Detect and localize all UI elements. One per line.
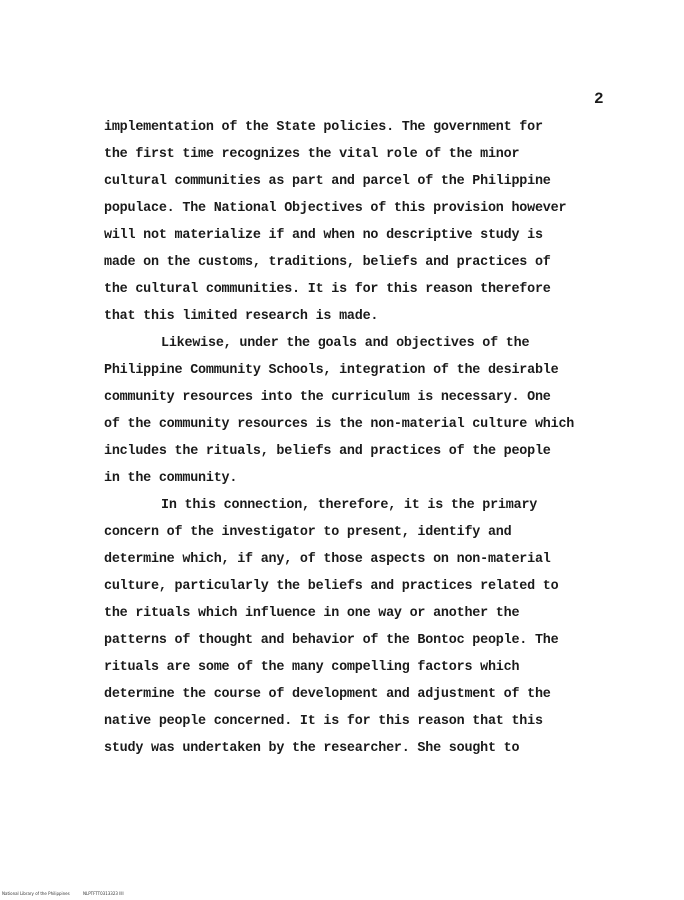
text-line: study was undertaken by the researcher. She sought to (104, 741, 520, 756)
scan-footer (2, 891, 124, 896)
text-line: the first time recognizes the vital role of the minor (104, 147, 520, 162)
text-line: cultural communities as part and parcel of the Philippine (104, 174, 551, 189)
text-line: rituals are some of the many compelling factors which (104, 660, 520, 675)
text-line: implementation of the State policies. The government for (104, 120, 543, 135)
text-line: patterns of thought and behavior of the Bontoc people. The (104, 633, 559, 648)
footer-code: NLPTFTT0313323 llll (83, 891, 124, 896)
text-line: concern of the investigator to present, identify and (104, 525, 512, 540)
text-line: in the community. (104, 471, 238, 486)
body-text (104, 114, 664, 762)
text-line: In this connection, therefore, it is the primary (161, 498, 538, 513)
text-line: the rituals which influence in one way or another the (104, 606, 520, 621)
page-number: 2 (594, 90, 604, 108)
text-line: determine the course of development and adjustment of the (104, 687, 551, 702)
text-line: community resources into the curriculum is necessary. One (104, 390, 551, 405)
text-line: Likewise, under the goals and objectives of the (161, 336, 530, 351)
text-line: determine which, if any, of those aspects on non-material (104, 552, 551, 567)
text-line: that this limited research is made. (104, 309, 379, 324)
text-line: includes the rituals, beliefs and practices of the people (104, 444, 551, 459)
text-line: will not materialize if and when no descriptive study is (104, 228, 543, 243)
text-line: native people concerned. It is for this reason that this (104, 714, 543, 729)
text-line: the cultural communities. It is for this reason therefore (104, 282, 551, 297)
text-line: Philippine Community Schools, integration of the desirable (104, 363, 559, 378)
text-line: of the community resources is the non-material culture which (104, 417, 575, 432)
footer-library: National Library of the Philippines (2, 891, 70, 896)
text-line: made on the customs, traditions, beliefs and practices of (104, 255, 551, 270)
text-line: culture, particularly the beliefs and practices related to (104, 579, 559, 594)
text-line: populace. The National Objectives of this provision however (104, 201, 567, 216)
